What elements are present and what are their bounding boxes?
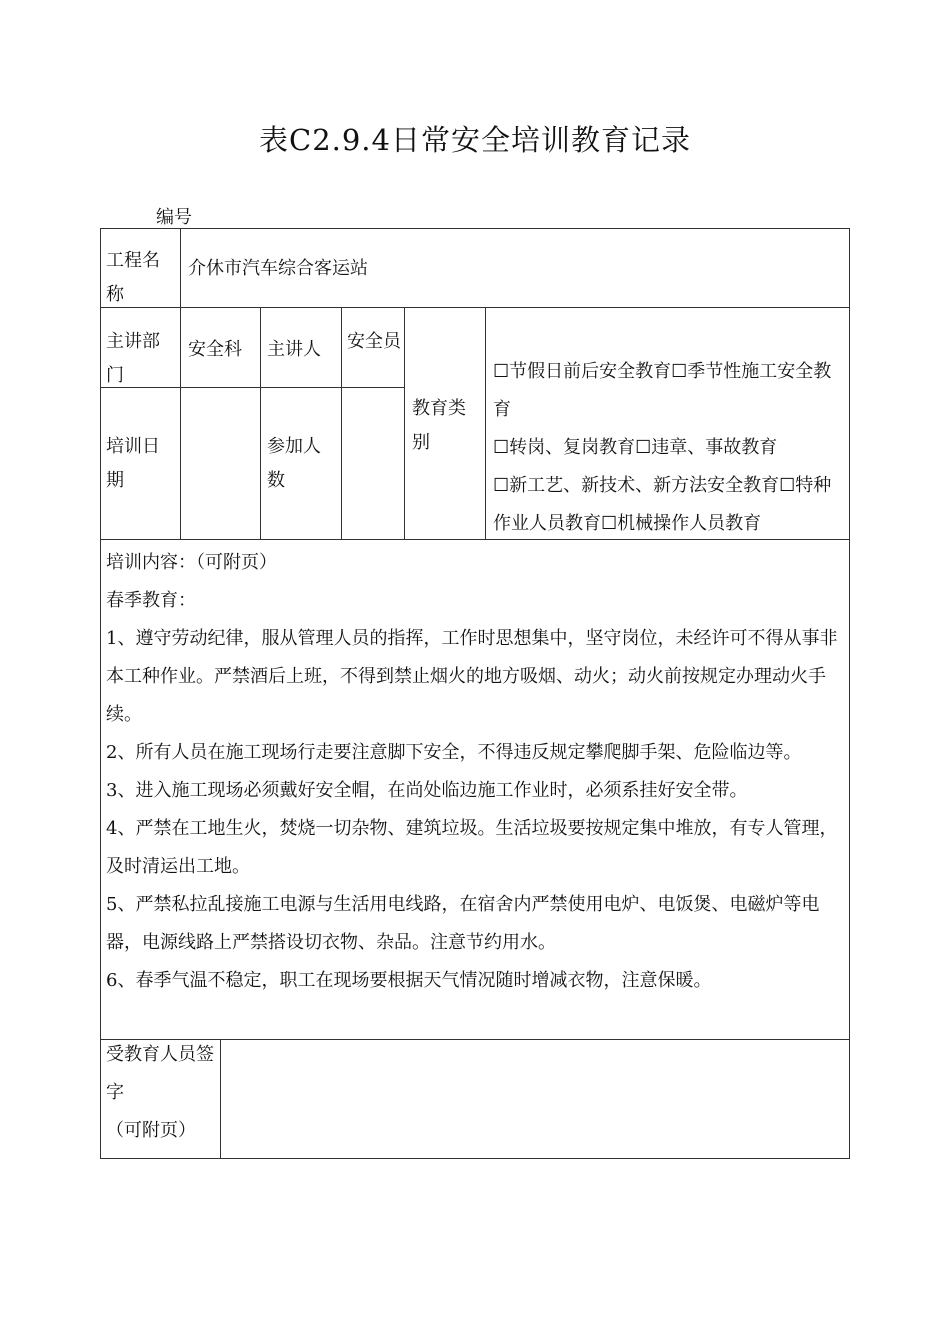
participants-label: 参加人数 xyxy=(267,436,321,491)
content-area xyxy=(106,544,844,1000)
content-item: 6、春季气温不稳定，职工在现场要根据天气情况随时增减衣物，注意保暖。 xyxy=(106,970,712,991)
project-name-label: 工程名称 xyxy=(106,250,160,305)
lecture-dept-value: 安全科 xyxy=(188,339,242,360)
document-title: 表C2.9.4日常安全培训教育记录 xyxy=(259,123,691,157)
lecture-dept-label: 主讲部门 xyxy=(106,331,160,386)
content-item: 4、严禁在工地生火，焚烧一切杂物、建筑垃圾。生活垃圾要按规定集中堆放，有专人管理，及时清运出工地。 xyxy=(106,818,838,877)
content-item: 2、所有人员在施工现场行走要注意脚下安全，不得违反规定攀爬脚手架、危险临边等。 xyxy=(106,742,802,763)
edu-type-options: ☐节假日前后安全教育☐季节性施工安全教育 ☐转岗、复岗教育☐违章、事故教育 ☐新工艺、新技术、新方法安全教育☐特种作业人员教育☐机械操作人员教育 xyxy=(493,361,832,534)
col-divider xyxy=(341,307,342,540)
lecturer-label: 主讲人 xyxy=(267,339,321,360)
content-item: 1、遵守劳动纪律，服从管理人员的指挥，工作时思想集中，坚守岗位，未经许可不得从事非本工种作业。严禁酒后上班，不得到禁止烟火的地方吸烟、动火；动火前按规定办理动火手续。 xyxy=(106,628,838,725)
signature-note: （可附页） xyxy=(106,1120,196,1141)
training-date-label: 培训日期 xyxy=(106,436,160,491)
project-name-value: 介休市汽车综合客运站 xyxy=(188,258,368,279)
lecturer-value: 安全员 xyxy=(347,331,401,352)
content-item: 5、严禁私拉乱接施工电源与生活用电线路，在宿舍内严禁使用电炉、电饭煲、电磁炉等电器，电源线路上严禁搭设切衣物、杂品。注意节约用水。 xyxy=(106,894,820,953)
signature-area[interactable] xyxy=(222,1041,848,1157)
content-item: 3、进入施工现场必须戴好安全帽，在尚处临边施工作业时，必须系挂好安全带。 xyxy=(106,780,748,801)
col-divider xyxy=(260,307,261,540)
col-divider xyxy=(404,307,405,540)
col-divider xyxy=(220,1039,221,1159)
code-label: 编号 xyxy=(156,207,192,228)
content-label: 培训内容：（可附页） xyxy=(106,552,277,573)
signature-label: 受教育人员签字 xyxy=(106,1044,214,1103)
row-divider xyxy=(100,307,850,308)
col-divider xyxy=(485,307,486,540)
content-title: 春季教育： xyxy=(106,590,196,611)
edu-type-label: 教育类别 xyxy=(412,398,466,453)
col-divider xyxy=(180,228,181,540)
